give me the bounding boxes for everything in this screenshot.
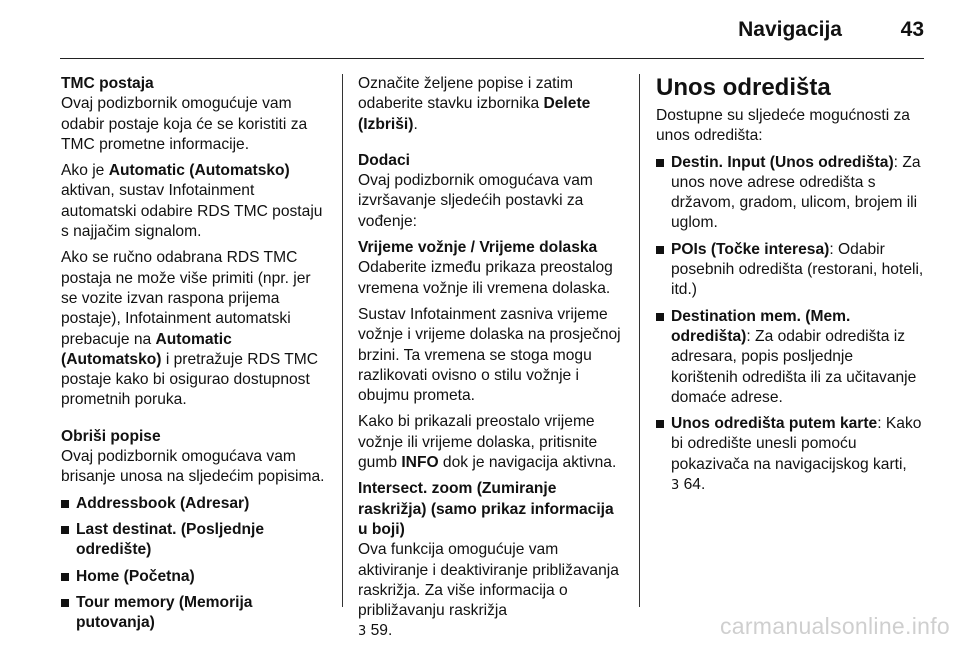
time-paragraph-3: Kako bi prikazali preostalo vrijeme vožnje ili vrijeme dolaska, pritisnite gumb INFO dok je navigacija aktivna.	[358, 413, 617, 472]
column-2	[358, 74, 626, 649]
bullet-icon	[656, 313, 664, 321]
page-reference-icon: 3	[358, 624, 367, 640]
list-item: Home (Početna)	[61, 567, 331, 587]
list-item: Unos odredišta putem karte: Kako bi odredište unesli pomoću pokazivača na navigacijskog karti, 3 64.	[656, 414, 924, 496]
column-divider-2	[639, 74, 640, 607]
list-item: Destination mem. (Mem. odredišta): Za odabir odredišta iz adresara, popis posljednje korištenih odredišta ili za učitavanje domaće adrese.	[656, 307, 924, 408]
list-item: Addressbook (Adresar)	[61, 494, 331, 514]
zoom-paragraph: Ova funkcija omogućuje vam aktiviranje i deaktiviranje približavanja raskrižja. Za više informacija o približavanju raskrižja 3 59.	[358, 541, 619, 640]
page-reference-icon: 3	[671, 478, 680, 494]
tmc-paragraph-1: Ovaj podizbornik omogućuje vam odabir postaje koja će se koristiti za TMC prometne informacije.	[61, 95, 308, 153]
header-divider	[60, 58, 924, 59]
watermark: carmanualsonline.info	[719, 613, 950, 639]
bullet-icon	[656, 246, 664, 254]
section-title: Navigacija	[738, 18, 842, 41]
delete-paragraph: Ovaj podizbornik omogućava vam brisanje unosa na sljedećim popisima.	[61, 448, 325, 486]
list-item: Destin. Input (Unos odredišta): Za unos nove adrese odredišta s državom, gradom, ulicom, brojem ili uglom.	[656, 153, 924, 234]
column-divider-1	[342, 74, 343, 607]
column-1	[61, 74, 331, 639]
delete-list	[61, 494, 331, 634]
bullet-icon	[61, 573, 69, 581]
zoom-heading: Intersect. zoom (Zumiranje raskrižja) (samo prikaz informacija u boji)	[358, 480, 614, 538]
list-item: POIs (Točke interesa): Odabir posebnih odredišta (restorani, hoteli, itd.)	[656, 240, 924, 301]
page-number: 43	[900, 18, 924, 41]
delete-heading: Obriši popise	[61, 427, 161, 445]
time-paragraph-1: Odaberite između prikaza preostalog vremena vožnje ili vremena dolaska.	[358, 259, 613, 297]
bullet-icon	[656, 159, 664, 167]
extras-paragraph: Ovaj podizbornik omogućava vam izvršavanje sljedećih postavki za vođenje:	[358, 172, 593, 230]
destination-intro: Dostupne su sljedeće mogućnosti za unos odredišta:	[656, 107, 910, 145]
tmc-paragraph-2: Ako je Automatic (Automatsko) aktivan, sustav Infotainment automatski odabire RDS TMC postaju s najjačim signalom.	[61, 162, 323, 241]
bullet-icon	[61, 599, 69, 607]
extras-heading: Dodaci	[358, 151, 410, 169]
delete-instruction: Označite željene popise i zatim odaberite stavku izbornika Delete (Izbriši).	[358, 75, 591, 133]
list-item: Tour memory (Memorija putovanja)	[61, 593, 331, 634]
tmc-heading: TMC postaja	[61, 75, 154, 92]
list-item: Last destinat. (Posljednje odredište)	[61, 520, 331, 561]
column-3	[656, 74, 924, 502]
destination-options	[656, 153, 924, 497]
bullet-icon	[656, 420, 664, 428]
time-paragraph-2: Sustav Infotainment zasniva vrijeme vožnje i vrijeme dolaska na prosječnoj brzini. Ta vremena se stoga mogu razlikovati ovisno o stilu vožnje i obujmu prometa.	[358, 305, 621, 405]
page-reference: 59.	[366, 622, 393, 640]
bullet-icon	[61, 526, 69, 534]
time-heading: Vrijeme vožnje / Vrijeme dolaska	[358, 239, 598, 257]
page-header	[0, 0, 960, 60]
destination-heading: Unos odredišta	[656, 74, 831, 101]
page-reference: 64.	[679, 476, 706, 494]
bullet-icon	[61, 500, 69, 508]
tmc-paragraph-3: Ako se ručno odabrana RDS TMC postaja ne može više primiti (npr. jer se vozite izvan raspona prijema postaje), Infotainment automatski prebacuje na Automatic (Automatsko) i pretražuje RDS TMC postaje kako bi osigurao dostupnost prometnih poruka.	[61, 249, 319, 409]
